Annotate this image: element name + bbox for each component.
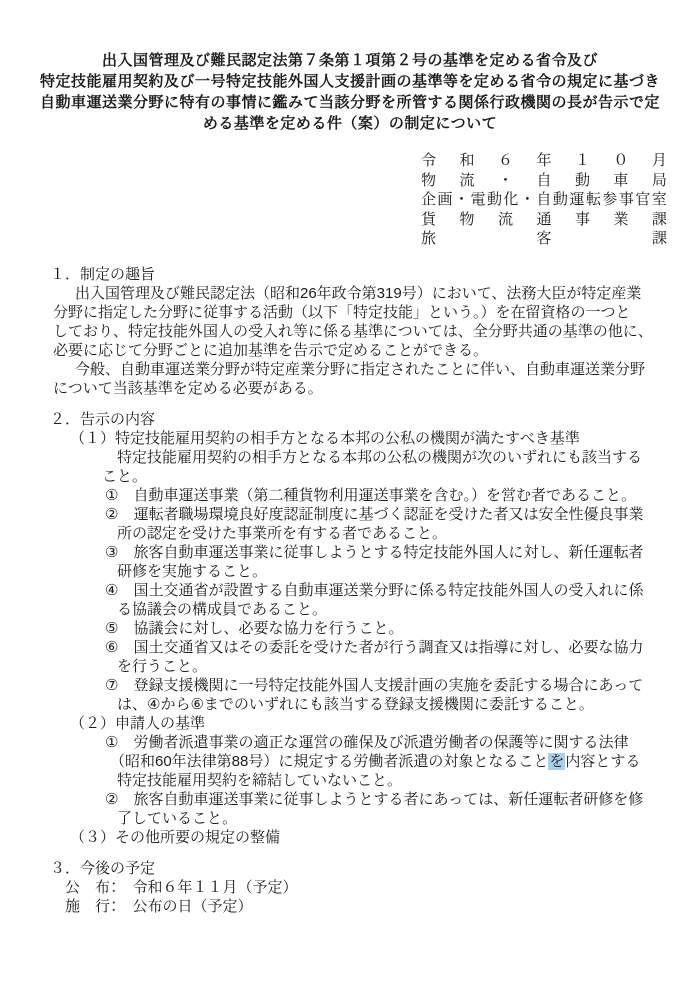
text-line: 施 行： 公布の日（予定）: [65, 897, 253, 915]
text-line: ２．告示の内容: [50, 410, 156, 428]
justified-char: 流: [459, 171, 475, 189]
document-body: [0, 265, 700, 916]
justified-char: 画: [437, 191, 453, 208]
justified-char: 運: [569, 191, 585, 208]
justified-char: 物: [421, 171, 437, 189]
title-line: める基準を定める件（案）の制定について: [202, 115, 498, 132]
justified-char: 動: [486, 191, 502, 208]
justified-char: 令: [421, 152, 437, 169]
document-title: [0, 50, 700, 134]
justified-char: 課: [651, 230, 667, 247]
justified-char: ・: [497, 171, 513, 189]
justified-char: 電: [470, 191, 486, 208]
text-line: 特定技能雇用契約の相手方となる本邦の公私の機関が次のいずれにも該当する: [117, 448, 643, 466]
text-line: ３．今後の予定: [50, 859, 156, 877]
text-line: 出入国管理及び難民認定法（昭和26年政令第319号）において、法務大臣が特定産業: [75, 284, 642, 302]
text-line: ② 旅客自動車運送事業に従事しようとする者にあっては、新任運転者研修を修: [105, 790, 644, 808]
text-line: [0, 752, 700, 771]
justified-char: 年: [536, 152, 552, 169]
title-line: 特定技能雇用契約及び一号特定技能外国人支援計画の基準等を定める省令の規定に基づき: [39, 73, 660, 90]
text-line: 所の認定を受けた事業所を有する者であること。: [117, 524, 448, 542]
text-line: 了していること。: [117, 809, 238, 827]
justified-char: 企: [421, 191, 437, 208]
justified-char: 流: [497, 210, 513, 228]
justified-char: 通: [536, 210, 552, 228]
text-line: ④ 国土交通省が設置する自動車運送業分野に係る特定技能外国人の受入れに係: [105, 581, 644, 599]
date-and-department-block: [421, 151, 667, 249]
justified-char: 和: [459, 152, 475, 169]
justified-char: 業: [613, 210, 629, 228]
justified-char: 室: [651, 191, 667, 208]
text-line: １．制定の趣旨: [50, 265, 156, 283]
text-line: 特定技能雇用契約を締結していないこと。: [117, 771, 403, 789]
highlighted-text: を: [549, 752, 565, 770]
justified-char: 月: [651, 152, 667, 169]
text-line: しており、特定技能外国人の受入れ等に係る基準については、全分野共通の基準の他に、: [53, 322, 653, 340]
justified-char: 事: [574, 210, 590, 228]
justified-char: １: [574, 152, 590, 169]
bureau-line: [421, 171, 667, 191]
text-line: 必要に応じて分野ごとに追加基準を告示で定めることができる。: [53, 341, 489, 359]
justified-char: 転: [585, 191, 601, 208]
justified-char: 局: [651, 171, 667, 189]
justified-char: 客: [536, 230, 552, 247]
text-line: （１）特定技能雇用契約の相手方となる本邦の公私の機関が満たすべき基準: [70, 429, 580, 447]
justified-char: ６: [497, 152, 513, 169]
title-line: 出入国管理及び難民認定法第７条第１項第２号の基準を定める省令及び: [101, 52, 598, 69]
text-line: ① 労働者派遣事業の適正な運営の確保及び派遣労働者の保護等に関する法律: [105, 733, 629, 751]
text-line: （２）申請人の基準: [70, 714, 206, 732]
text-segment: 内容とする: [565, 752, 641, 770]
text-line: （３）その他所要の規定の整備: [70, 828, 281, 846]
text-line: ⑤ 協議会に対し、必要な協力を行うこと。: [105, 619, 404, 637]
justified-char: 動: [552, 191, 568, 208]
title-line: 自動車運送業分野に特有の事情に鑑みて当該分野を所管する関係行政機関の長が告示で定: [39, 94, 660, 111]
text-line: について当該基準を定める必要がある。: [53, 379, 323, 397]
justified-char: 物: [459, 210, 475, 228]
justified-char: 自: [536, 191, 552, 208]
justified-char: 貨: [421, 210, 437, 228]
justified-char: 車: [613, 171, 629, 189]
justified-char: ０: [613, 152, 629, 169]
text-line: は、④から⑥までのいずれにも該当する登録支援機関に委託すること。: [117, 695, 594, 713]
text-line: ① 自動車運送事業（第二種貨物利用運送事業を含む。）を営む者であること。: [105, 486, 636, 504]
justified-char: 旅: [421, 230, 437, 247]
justified-char: 動: [574, 171, 590, 189]
text-line: 分野に指定した分野に従事する活動（以下「特定技能」という。）を在留資格の一つと: [53, 303, 631, 321]
text-line: ⑦ 登録支援機関に一号特定技能外国人支援計画の実施を委託する場合にあって: [105, 676, 644, 694]
justified-char: 参: [602, 191, 618, 208]
text-line: こと。: [102, 467, 148, 485]
passenger-division-line: [421, 229, 667, 249]
date-line: [421, 151, 667, 171]
office-line: [421, 190, 667, 210]
text-line: 今般、自動車運送業分野が特定産業分野に指定されたことに伴い、自動車運送業分野: [75, 360, 646, 378]
text-line: を行うこと。: [117, 657, 208, 675]
justified-char: 自: [536, 171, 552, 189]
text-line: ② 運転者職場環境良好度認証制度に基づく認証を受けた者又は安全性優良事業: [105, 505, 644, 523]
justified-char: ・: [453, 191, 469, 208]
freight-division-line: [421, 210, 667, 230]
justified-char: ・: [519, 191, 535, 208]
text-line: 研修を実施すること。: [117, 562, 268, 580]
text-line: ⑥ 国土交通省又はその委託を受けた者が行う調査又は指導に対し、必要な協力: [105, 638, 644, 656]
text-line: ③ 旅客自動車運送事業に従事しようとする特定技能外国人に対し、新任運転者: [105, 543, 644, 561]
justified-char: 化: [503, 191, 519, 208]
justified-char: 課: [651, 210, 667, 228]
text-line: る協議会の構成員であること。: [117, 600, 328, 618]
justified-char: 事: [618, 191, 634, 208]
text-line: 公 布： 令和６年１１月（予定）: [65, 878, 298, 896]
text-segment: （昭和60年法律第88号）に規定する労働者派遣の対象となること: [110, 752, 549, 770]
justified-char: 官: [635, 191, 651, 208]
